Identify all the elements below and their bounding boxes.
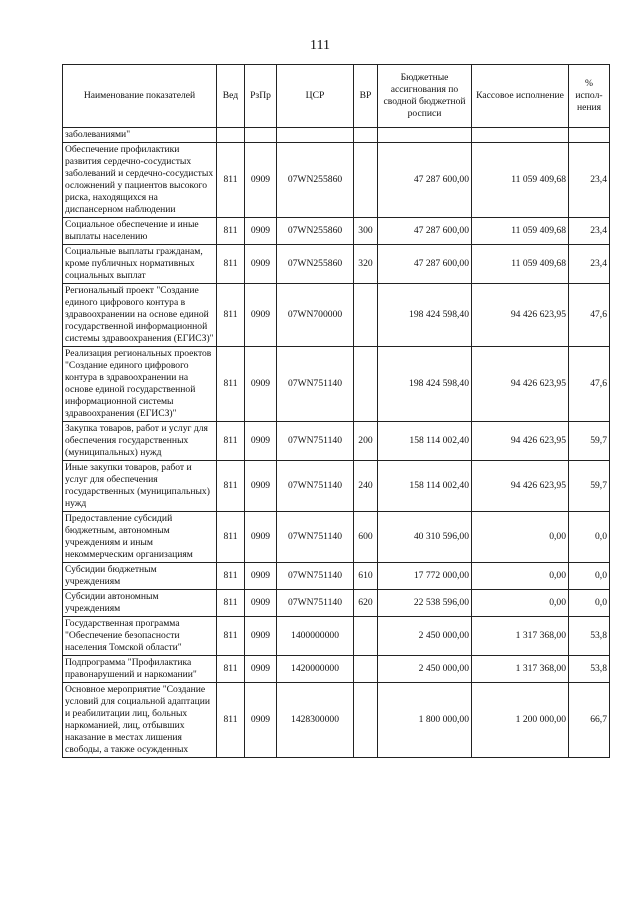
- cell-csr: 1400000000: [277, 617, 354, 656]
- cell-ved: 811: [217, 656, 245, 683]
- header-cash: Кассовое исполнение: [472, 65, 569, 128]
- table-row: [63, 656, 610, 683]
- cell-rzpr: 0909: [245, 590, 277, 617]
- cell-ved: 811: [217, 245, 245, 284]
- cell-budget: 2 450 000,00: [378, 656, 472, 683]
- cell-budget: 2 450 000,00: [378, 617, 472, 656]
- cell-ved: 811: [217, 563, 245, 590]
- header-ved: Вед: [217, 65, 245, 128]
- cell-vr: [354, 347, 378, 422]
- table-row: [63, 590, 610, 617]
- cell-budget: 22 538 596,00: [378, 590, 472, 617]
- cell-percent: 47,6: [569, 347, 610, 422]
- cell-cash: [472, 128, 569, 143]
- cell-csr: 07WN751140: [277, 347, 354, 422]
- cell-percent: 53,8: [569, 617, 610, 656]
- cell-vr: [354, 143, 378, 218]
- cell-budget: 158 114 002,40: [378, 422, 472, 461]
- table-row: [63, 284, 610, 347]
- cell-budget: 47 287 600,00: [378, 218, 472, 245]
- cell-csr: 1420000000: [277, 656, 354, 683]
- cell-percent: 47,6: [569, 284, 610, 347]
- cell-csr: 07WN255860: [277, 245, 354, 284]
- cell-percent: 59,7: [569, 422, 610, 461]
- cell-budget: 40 310 596,00: [378, 512, 472, 563]
- table-row: [63, 683, 610, 758]
- cell-name: Реализация региональных проектов "Создание единого цифрового контура в здравоохранении на основе единой государственной информационной системы здравоохранения (ЕГИСЗ)": [63, 347, 217, 422]
- cell-vr: 240: [354, 461, 378, 512]
- cell-ved: 811: [217, 512, 245, 563]
- cell-cash: 94 426 623,95: [472, 422, 569, 461]
- cell-cash: 11 059 409,68: [472, 245, 569, 284]
- cell-cash: 94 426 623,95: [472, 347, 569, 422]
- cell-budget: 47 287 600,00: [378, 143, 472, 218]
- cell-percent: 59,7: [569, 461, 610, 512]
- cell-vr: [354, 656, 378, 683]
- cell-ved: 811: [217, 617, 245, 656]
- cell-rzpr: 0909: [245, 347, 277, 422]
- cell-cash: 1 317 368,00: [472, 617, 569, 656]
- page-number: 111: [310, 38, 330, 53]
- cell-cash: 94 426 623,95: [472, 284, 569, 347]
- cell-vr: 200: [354, 422, 378, 461]
- cell-budget: 198 424 598,40: [378, 347, 472, 422]
- table-body: [63, 128, 610, 758]
- cell-csr: 07WN751140: [277, 461, 354, 512]
- cell-rzpr: 0909: [245, 143, 277, 218]
- cell-percent: 23,4: [569, 143, 610, 218]
- header-vr: ВР: [354, 65, 378, 128]
- cell-budget: 158 114 002,40: [378, 461, 472, 512]
- cell-csr: 07WN255860: [277, 218, 354, 245]
- cell-budget: 17 772 000,00: [378, 563, 472, 590]
- cell-vr: 600: [354, 512, 378, 563]
- cell-name: Субсидии автономным учреждениям: [63, 590, 217, 617]
- header-name: Наименование показателей: [63, 65, 217, 128]
- cell-vr: 320: [354, 245, 378, 284]
- table-row: [63, 422, 610, 461]
- cell-name: Предоставление субсидий бюджетным, автономным учреждениям и иным некоммерческим организациям: [63, 512, 217, 563]
- cell-csr: 07WN255860: [277, 143, 354, 218]
- cell-csr: 07WN751140: [277, 563, 354, 590]
- cell-budget: 47 287 600,00: [378, 245, 472, 284]
- cell-ved: [217, 128, 245, 143]
- cell-cash: 11 059 409,68: [472, 218, 569, 245]
- cell-name: Подпрограмма "Профилактика правонарушений и наркомании": [63, 656, 217, 683]
- cell-cash: 0,00: [472, 590, 569, 617]
- header-csr: ЦСР: [277, 65, 354, 128]
- cell-name: Основное мероприятие "Создание условий для социальной адаптации и реабилитации лиц, больных наркоманией, лиц, отбывших наказание в местах лишения свободы, а также осужденных: [63, 683, 217, 758]
- cell-percent: 53,8: [569, 656, 610, 683]
- cell-percent: [569, 128, 610, 143]
- cell-name: заболеваниями": [63, 128, 217, 143]
- table-row: [63, 218, 610, 245]
- cell-vr: [354, 617, 378, 656]
- cell-ved: 811: [217, 590, 245, 617]
- cell-name: Региональный проект "Создание единого цифрового контура в здравоохранении на основе единой государственной информационной системы здравоохранения (ЕГИСЗ)": [63, 284, 217, 347]
- cell-rzpr: [245, 128, 277, 143]
- header-budget: Бюджетные ассигнования по сводной бюджетной росписи: [378, 65, 472, 128]
- cell-name: Закупка товаров, работ и услуг для обеспечения государственных (муниципальных) нужд: [63, 422, 217, 461]
- cell-ved: 811: [217, 461, 245, 512]
- table-row: [63, 128, 610, 143]
- cell-cash: 0,00: [472, 563, 569, 590]
- cell-name: Социальное обеспечение и иные выплаты населению: [63, 218, 217, 245]
- table-row: [63, 617, 610, 656]
- cell-ved: 811: [217, 143, 245, 218]
- cell-cash: 1 200 000,00: [472, 683, 569, 758]
- cell-ved: 811: [217, 683, 245, 758]
- cell-rzpr: 0909: [245, 617, 277, 656]
- cell-rzpr: 0909: [245, 461, 277, 512]
- budget-table: [62, 64, 610, 758]
- cell-percent: 0,0: [569, 512, 610, 563]
- table-row: [63, 347, 610, 422]
- cell-rzpr: 0909: [245, 245, 277, 284]
- table-header-row: [63, 65, 610, 128]
- cell-csr: 07WN751140: [277, 590, 354, 617]
- cell-vr: [354, 128, 378, 143]
- cell-name: Обеспечение профилактики развития сердечно-сосудистых заболеваний и сердечно-сосудистых осложнений у пациентов высокого риска, находящихся на диспансерном наблюдении: [63, 143, 217, 218]
- cell-vr: 620: [354, 590, 378, 617]
- cell-rzpr: 0909: [245, 563, 277, 590]
- cell-percent: 23,4: [569, 218, 610, 245]
- cell-ved: 811: [217, 422, 245, 461]
- table-row: [63, 563, 610, 590]
- table-row: [63, 461, 610, 512]
- cell-cash: 11 059 409,68: [472, 143, 569, 218]
- cell-vr: 610: [354, 563, 378, 590]
- cell-csr: 07WN751140: [277, 422, 354, 461]
- cell-csr: 1428300000: [277, 683, 354, 758]
- cell-percent: 0,0: [569, 590, 610, 617]
- header-rzpr: РзПр: [245, 65, 277, 128]
- cell-vr: [354, 683, 378, 758]
- cell-name: Государственная программа "Обеспечение безопасности населения Томской области": [63, 617, 217, 656]
- cell-cash: 0,00: [472, 512, 569, 563]
- table-row: [63, 143, 610, 218]
- cell-ved: 811: [217, 347, 245, 422]
- cell-budget: 198 424 598,40: [378, 284, 472, 347]
- cell-rzpr: 0909: [245, 512, 277, 563]
- cell-rzpr: 0909: [245, 218, 277, 245]
- cell-ved: 811: [217, 218, 245, 245]
- table-row: [63, 245, 610, 284]
- cell-percent: 0,0: [569, 563, 610, 590]
- cell-rzpr: 0909: [245, 656, 277, 683]
- cell-percent: 23,4: [569, 245, 610, 284]
- header-percent: % испол-нения: [569, 65, 610, 128]
- cell-rzpr: 0909: [245, 284, 277, 347]
- cell-rzpr: 0909: [245, 422, 277, 461]
- cell-percent: 66,7: [569, 683, 610, 758]
- cell-csr: 07WN700000: [277, 284, 354, 347]
- cell-name: Иные закупки товаров, работ и услуг для обеспечения государственных (муниципальных) нужд: [63, 461, 217, 512]
- cell-csr: 07WN751140: [277, 512, 354, 563]
- cell-cash: 1 317 368,00: [472, 656, 569, 683]
- cell-name: Социальные выплаты гражданам, кроме публичных нормативных социальных выплат: [63, 245, 217, 284]
- table-row: [63, 512, 610, 563]
- cell-vr: [354, 284, 378, 347]
- cell-budget: [378, 128, 472, 143]
- cell-vr: 300: [354, 218, 378, 245]
- cell-name: Субсидии бюджетным учреждениям: [63, 563, 217, 590]
- cell-cash: 94 426 623,95: [472, 461, 569, 512]
- cell-ved: 811: [217, 284, 245, 347]
- cell-budget: 1 800 000,00: [378, 683, 472, 758]
- cell-csr: [277, 128, 354, 143]
- cell-rzpr: 0909: [245, 683, 277, 758]
